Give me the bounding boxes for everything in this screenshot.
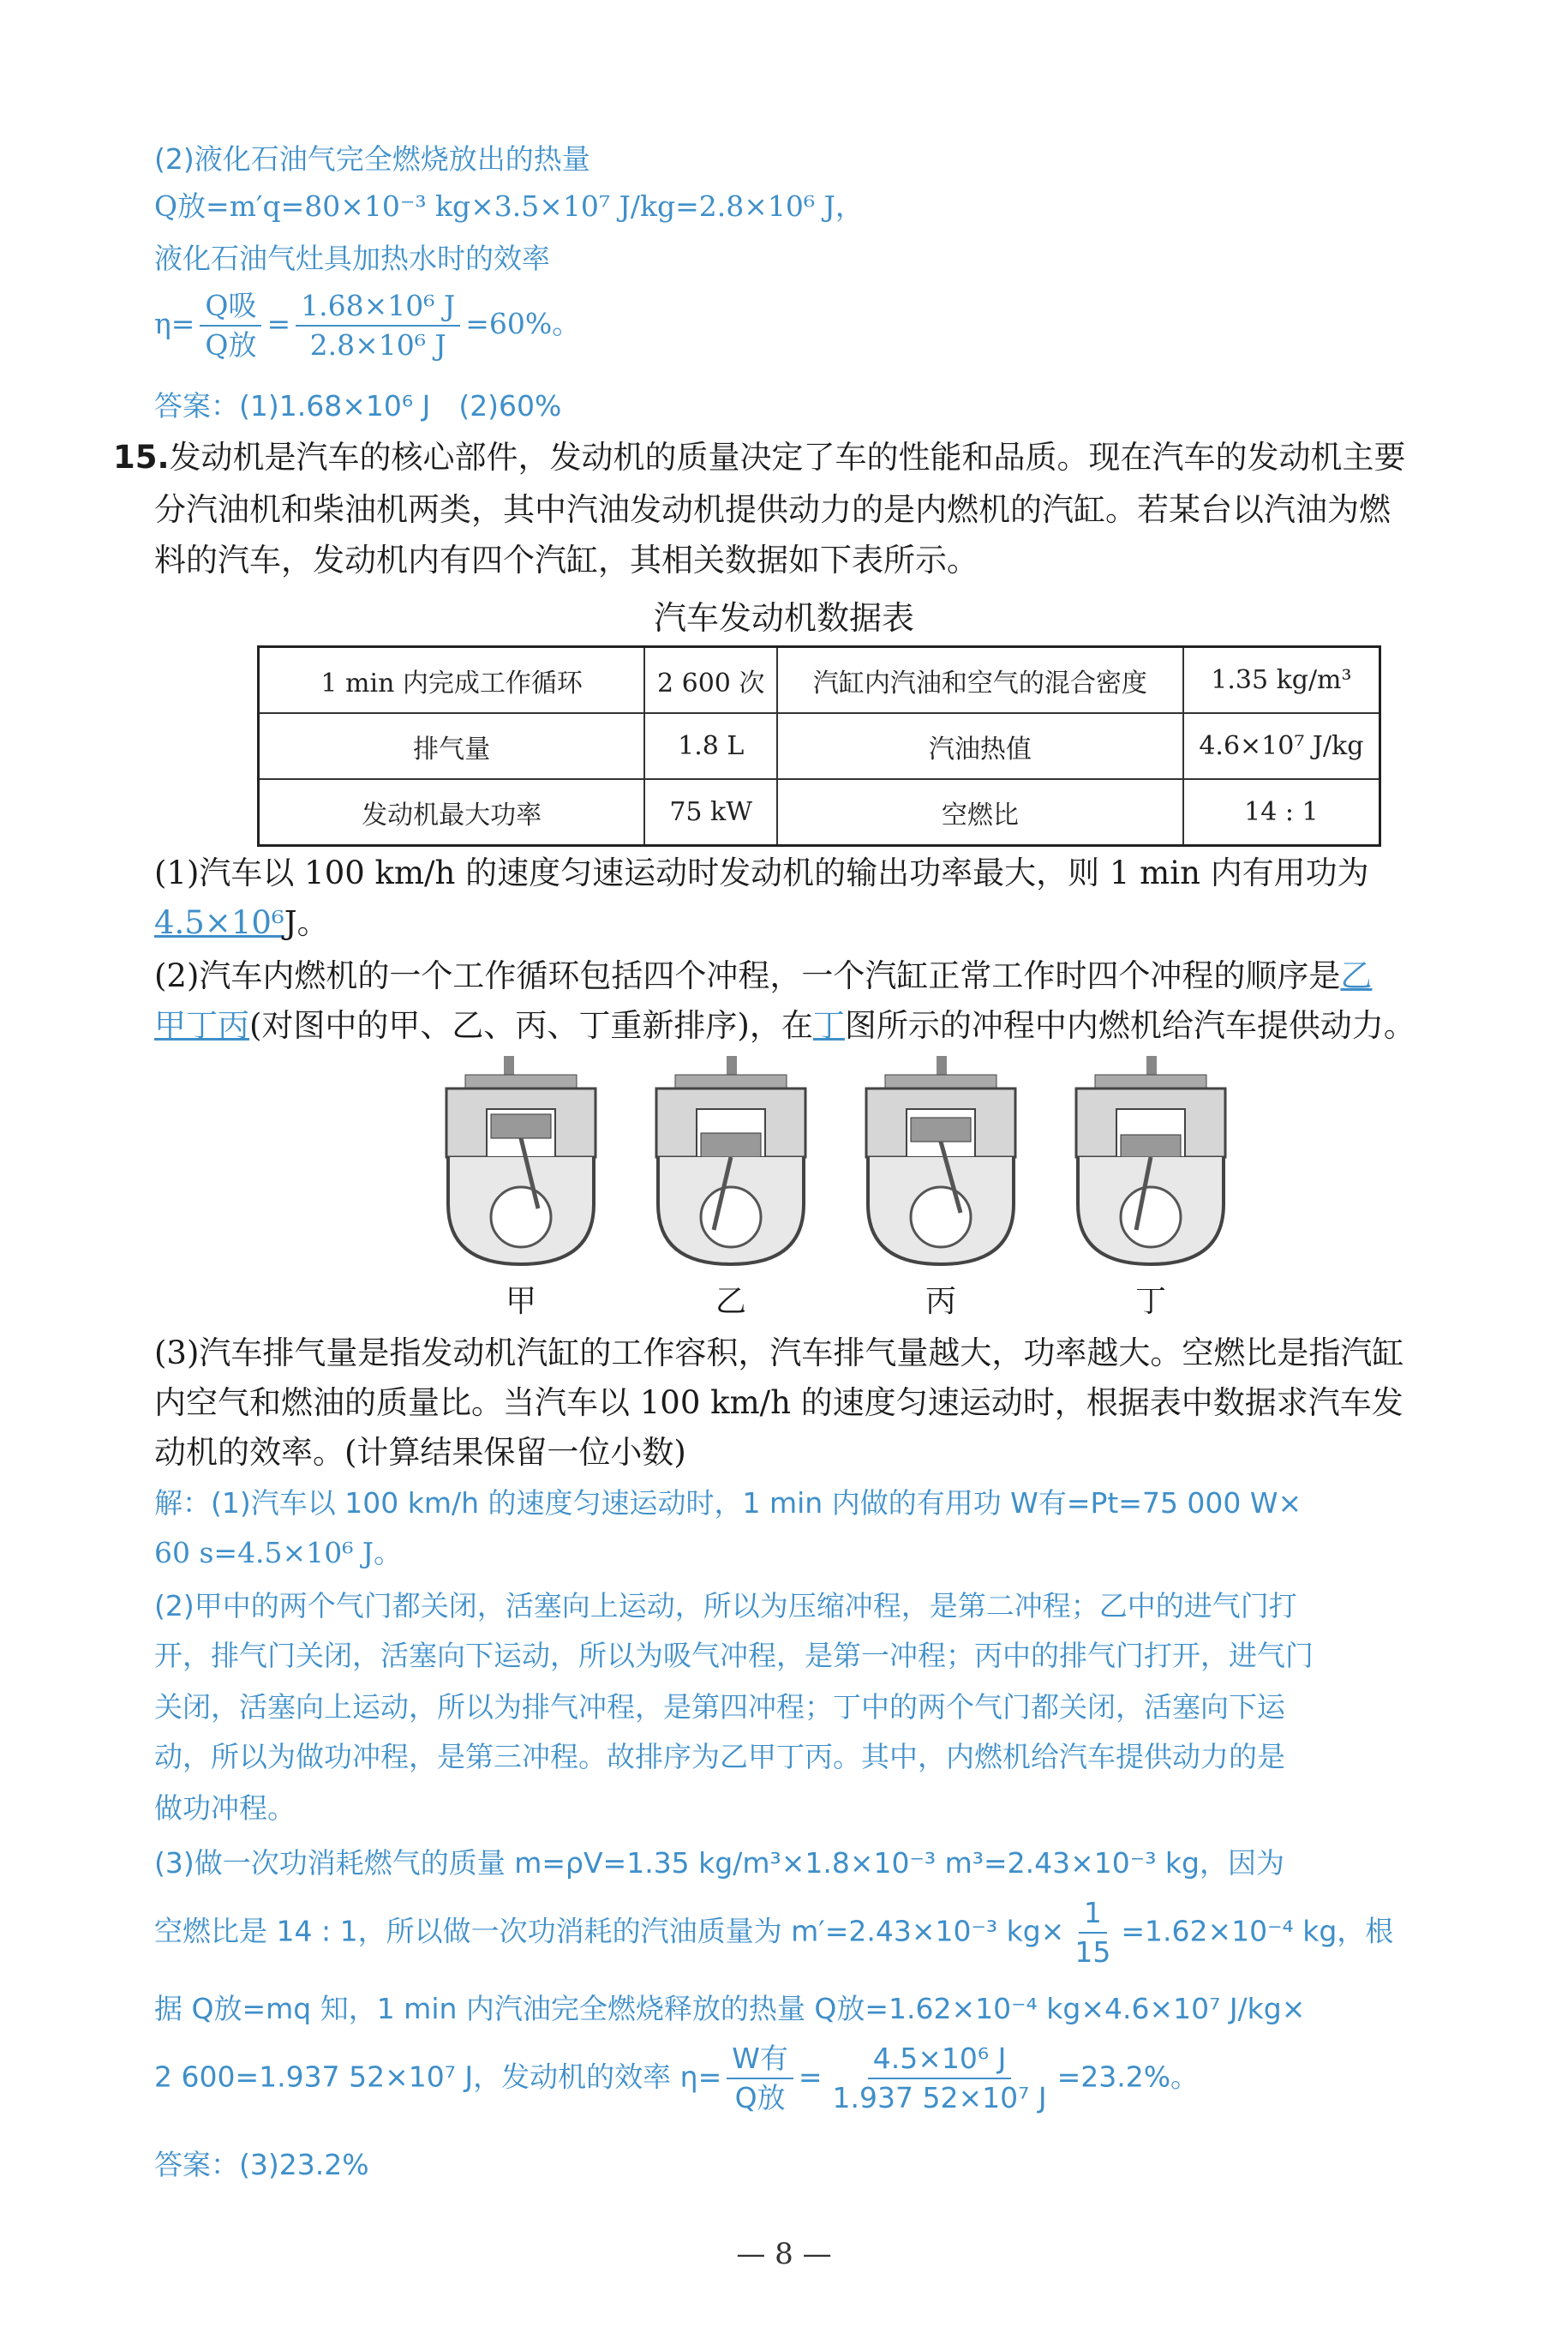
final-answer: 答案：(3)23.2% bbox=[154, 2148, 369, 2181]
question-text: 15.发动机是汽车的核心部件，发动机的质量决定了车的性能和品质。现在汽车的发动机主要 bbox=[113, 439, 1406, 476]
engine-diagram-yi bbox=[649, 1054, 812, 1268]
table-cell: 1.8 L bbox=[644, 713, 777, 779]
engine-diagram-jia bbox=[440, 1054, 602, 1268]
solution-line: 做功冲程。 bbox=[154, 1791, 296, 1825]
answer-line: 答案：(1)1.68×10⁶ J (2)60% bbox=[154, 389, 562, 423]
fraction: $\frac{\text{1.68×10⁶ J}}{\text{2.8×10⁶ J}}$ bbox=[296, 287, 460, 364]
page-number: — 8 — bbox=[736, 2237, 832, 2271]
table-cell: 发动机最大功率 bbox=[259, 779, 645, 846]
answer-line: (2)液化石油气完全燃烧放出的热量 bbox=[154, 142, 590, 176]
engine-label-yi: 乙 bbox=[715, 1284, 746, 1319]
solution-line: 2 600=1.937 52×10⁷ J，发动机的效率 η= $\frac{\text{W有}}{\text{Q放}}$ = $\frac{\text{4.5×10⁶ J}}{\text{1.937 52×10⁷ J}}$ =23.2%。 bbox=[154, 2040, 1491, 2117]
table-cell: 排气量 bbox=[259, 713, 645, 779]
table-cell: 汽油热值 bbox=[777, 713, 1183, 779]
solution-line: 据 Q放=mq 知，1 min 内汽油完全燃烧释放的热量 Q放=1.62×10⁻⁴ kg×4.6×10⁷ J/kg× bbox=[154, 1992, 1306, 2025]
solution-line: (3)做一次功消耗燃气的质量 m=ρV=1.35 kg/m³×1.8×10⁻³ m³=2.43×10⁻³ kg，因为 bbox=[154, 1846, 1284, 1880]
question-text: 料的汽车，发动机内有四个汽缸，其相关数据如下表所示。 bbox=[154, 542, 979, 579]
engine-data-table bbox=[257, 645, 1381, 847]
fill-in-answer: 乙 bbox=[1340, 957, 1373, 994]
engine-label-bing: 丙 bbox=[925, 1284, 956, 1319]
table-cell: 14 : 1 bbox=[1183, 779, 1380, 846]
sub-question: (1)汽车以 100 km/h 的速度匀速运动时发动机的输出功率最大，则 1 min 内有用功为 bbox=[154, 855, 1369, 891]
answer-formula: η= $\frac{\text{Q吸}}{\text{Q放}}$ = $\frac{\text{1.68×10⁶ J}}{\text{2.8×10⁶ J}}$ =60%。 bbox=[154, 287, 1491, 364]
sub-question: 甲丁丙(对图中的甲、乙、丙、丁重新排序)，在丁图所示的冲程中内燃机给汽车提供动力。 bbox=[154, 1007, 1415, 1044]
table-row bbox=[259, 647, 1380, 714]
sub-question: 4.5×10⁶J。 bbox=[154, 904, 329, 941]
engine-label-jia: 甲 bbox=[505, 1284, 536, 1319]
table-row bbox=[259, 713, 1380, 779]
fraction: $\frac{\text{4.5×10⁶ J}}{\text{1.937 52×10⁷ J}}$ bbox=[832, 2042, 1047, 2114]
table-caption: 汽车发动机数据表 bbox=[653, 599, 914, 637]
table-cell: 1 min 内完成工作循环 bbox=[259, 647, 645, 714]
fill-in-answer: 丁 bbox=[812, 1007, 845, 1044]
answer-line: Q放=m′q=80×10⁻³ kg×3.5×10⁷ J/kg=2.8×10⁶ J， bbox=[154, 189, 864, 223]
solution-line: 解：(1)汽车以 100 km/h 的速度匀速运动时，1 min 内做的有用功 W有=Pt=75 000 W× bbox=[154, 1486, 1302, 1520]
fraction: $\frac{\text{W有}}{\text{Q放}}$ bbox=[727, 2040, 793, 2117]
engine-label-ding: 丁 bbox=[1134, 1284, 1166, 1319]
fill-in-answer: 4.5×10⁶ bbox=[154, 904, 284, 941]
fill-in-answer: 甲丁丙 bbox=[154, 1007, 249, 1044]
table-cell: 1.35 kg/m³ bbox=[1183, 647, 1380, 714]
solution-line: 60 s=4.5×10⁶ J。 bbox=[154, 1536, 403, 1569]
solution-line: 空燃比是 14 : 1，所以做一次功消耗的汽油质量为 m′=2.43×10⁻³ kg× $\frac{1}{15}$ =1.62×10⁻⁴ kg，根 bbox=[154, 1894, 1491, 1971]
sub-question: 动机的效率。(计算结果保留一位小数) bbox=[154, 1434, 686, 1471]
solution-line: 开，排气门关闭，活塞向下运动，所以为吸气冲程，是第一冲程；丙中的排气门打开，进气门 bbox=[154, 1639, 1314, 1672]
table-row bbox=[259, 779, 1380, 846]
fraction: $\frac{\text{Q吸}}{\text{Q放}}$ bbox=[200, 287, 261, 364]
sub-question: (2)汽车内燃机的一个工作循环包括四个冲程，一个汽缸正常工作时四个冲程的顺序是乙 bbox=[154, 957, 1373, 994]
table-cell: 75 kW bbox=[644, 779, 777, 846]
table-cell: 空燃比 bbox=[777, 779, 1183, 846]
engine-diagram-bing bbox=[859, 1054, 1022, 1268]
question-text: 分汽油机和柴油机两类，其中汽油发动机提供动力的是内燃机的汽缸。若某台以汽油为燃 bbox=[154, 491, 1391, 528]
solution-line: 动，所以为做功冲程，是第三冲程。故排序为乙甲丁丙。其中，内燃机给汽车提供动力的是 bbox=[154, 1740, 1285, 1773]
solution-line: (2)甲中的两个气门都关闭，活塞向上运动，所以为压缩冲程，是第二冲程；乙中的进气门打 bbox=[154, 1589, 1297, 1622]
sub-question: 内空气和燃油的质量比。当汽车以 100 km/h 的速度匀速运动时，根据表中数据求汽车发 bbox=[154, 1384, 1403, 1421]
engine-diagram-ding bbox=[1069, 1054, 1232, 1268]
fraction: $\frac{1}{15}$ bbox=[1074, 1896, 1111, 1969]
table-cell: 汽缸内汽油和空气的混合密度 bbox=[777, 647, 1183, 714]
table-cell: 4.6×10⁷ J/kg bbox=[1183, 713, 1380, 779]
sub-question: (3)汽车排气量是指发动机汽缸的工作容积，汽车排气量越大，功率越大。空燃比是指汽缸 bbox=[154, 1334, 1404, 1371]
solution-line: 关闭，活塞向上运动，所以为排气冲程，是第四冲程；丁中的两个气门都关闭，活塞向下运 bbox=[154, 1690, 1285, 1724]
answer-line: 液化石油气灶具加热水时的效率 bbox=[154, 242, 550, 275]
table-cell: 2 600 次 bbox=[644, 647, 777, 714]
